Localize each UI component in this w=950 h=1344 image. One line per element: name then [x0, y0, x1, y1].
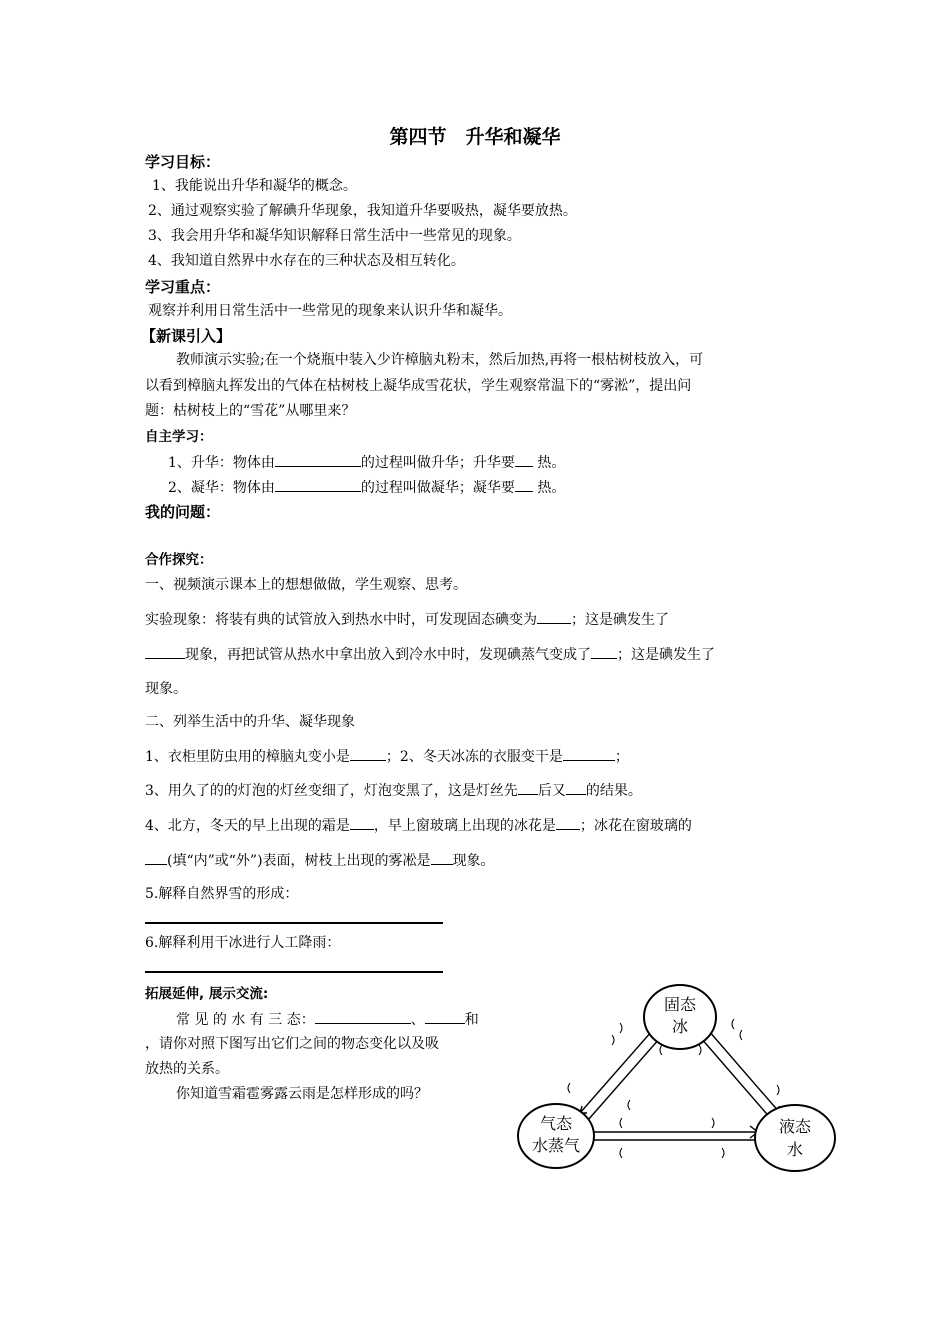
self-study-q1 — [168, 451, 565, 473]
cooperative-part1: 一、视频演示课本上的想想做做，学生观察、思考。 — [145, 577, 467, 593]
heat-mark — [740, 1030, 742, 1040]
state-label: 水 — [786, 1140, 804, 1159]
heat-mark — [732, 1019, 734, 1029]
key-points-heading: 学习重点： — [145, 278, 221, 296]
self-study-heading: 自主学习： — [145, 429, 213, 445]
experiment-line — [145, 608, 669, 630]
key-points-text: 观察并利用日常生活中一些常见的现象来认识升华和凝华。 — [148, 303, 512, 319]
water-states-diagram — [512, 975, 842, 1175]
answer-blank[interactable] — [556, 814, 580, 830]
q-text: 的结果。 — [585, 783, 642, 799]
heat-mark — [612, 1035, 614, 1045]
answer-blank[interactable] — [431, 849, 453, 865]
q-text: ；这是碘发生了 — [617, 647, 715, 663]
state-label: 液态 — [778, 1117, 812, 1136]
state-label: 气态 — [539, 1114, 573, 1133]
question-line — [145, 745, 629, 767]
extension-line: ，请你对照下图写出它们之间的物态变化以及吸 — [145, 1036, 439, 1052]
q-text: ；这是碘发生了 — [571, 612, 669, 628]
heat-mark — [660, 1045, 662, 1055]
q-text: 热。 — [537, 480, 566, 496]
connector-solid-gas — [588, 1030, 667, 1120]
heat-mark — [699, 1045, 701, 1055]
q-text: 热。 — [537, 455, 566, 471]
q-text: 、 — [410, 1012, 425, 1028]
answer-blank[interactable] — [315, 1008, 411, 1024]
objective-item: 3、我会用升华和凝华知识解释日常生活中一些常见的现象。 — [148, 228, 521, 244]
state-circle — [755, 1105, 835, 1171]
experiment-line — [145, 643, 715, 665]
connector-solid-liquid — [702, 1023, 780, 1113]
answer-blank[interactable] — [350, 745, 386, 761]
answer-blank[interactable] — [515, 451, 533, 467]
q-text: 实验现象：将装有典的试管放入到热水中时，可发现固态碘变为 — [145, 612, 537, 628]
heat-mark — [722, 1148, 724, 1158]
question-line — [145, 814, 692, 836]
intro-line: 教师演示实验;在一个烧瓶中装入少许樟脑丸粉末，然后加热,再将一根枯树枝放入，可 — [176, 352, 704, 368]
q-text: 后又 — [537, 783, 566, 799]
q-text: 1、升华：物体由 — [168, 455, 275, 471]
heat-mark — [777, 1085, 779, 1095]
heat-mark — [620, 1148, 622, 1158]
my-questions-heading: 我的问题： — [145, 503, 221, 521]
state-label: 固态 — [663, 995, 697, 1014]
question-line — [145, 779, 642, 801]
objective-item: 1、我能说出升华和凝华的概念。 — [152, 178, 357, 194]
q-text: 2、凝华：物体由 — [168, 480, 275, 496]
heat-mark — [620, 1118, 622, 1128]
answer-blank[interactable] — [518, 779, 538, 795]
answer-blank[interactable] — [275, 451, 361, 467]
q-text: 3、用久了的的灯泡的灯丝变细了，灯泡变黑了，这是灯丝先 — [145, 783, 518, 799]
experiment-line: 现象。 — [145, 681, 187, 697]
state-label: 水蒸气 — [531, 1136, 581, 1155]
objectives-heading: 学习目标： — [145, 153, 221, 171]
heat-mark — [628, 1100, 630, 1110]
answer-blank[interactable] — [515, 476, 533, 492]
page-title: 第四节 升华和凝华 — [389, 126, 561, 148]
question-line — [145, 849, 495, 871]
state-gas — [518, 1104, 594, 1168]
cooperative-heading: 合作探究： — [145, 552, 213, 568]
q-text: ； — [614, 749, 629, 765]
connector-solid-liquid — [694, 1030, 772, 1120]
question-5: 5.解释自然界雪的形成： — [145, 886, 299, 902]
answer-blank[interactable] — [591, 643, 617, 659]
answer-blank[interactable] — [563, 745, 615, 761]
answer-blank[interactable] — [537, 608, 571, 624]
heat-mark — [620, 1023, 622, 1033]
answer-line[interactable] — [145, 971, 443, 973]
state-solid — [644, 985, 716, 1049]
answer-blank[interactable] — [145, 643, 185, 659]
q-text: 和 — [464, 1012, 479, 1028]
heat-mark — [712, 1118, 714, 1128]
q-text: 的过程叫做凝华；凝华要 — [360, 480, 515, 496]
q-text: 4、北方，冬天的早上出现的霜是 — [145, 818, 350, 834]
extension-line: 你知道雪霜雹雾露云雨是怎样形成的吗？ — [176, 1086, 428, 1102]
q-text: (填“内”或“外”)表面，树枝上出现的雾凇是 — [167, 853, 431, 869]
self-study-q2 — [168, 476, 565, 498]
answer-line[interactable] — [145, 922, 443, 924]
answer-blank[interactable] — [145, 849, 167, 865]
q-text: 现象。 — [452, 853, 495, 869]
answer-blank[interactable] — [275, 476, 361, 492]
q-text: 1、衣柜里防虫用的樟脑丸变小是 — [145, 749, 350, 765]
cooperative-part2: 二、列举生活中的升华、凝华现象 — [145, 714, 355, 730]
q-text: 现象，再把试管从热水中拿出放入到冷水中时，发现碘蒸气变成了 — [185, 647, 591, 663]
extension-line — [176, 1008, 479, 1030]
answer-blank[interactable] — [425, 1008, 465, 1024]
answer-blank[interactable] — [566, 779, 586, 795]
intro-line: 以看到樟脑丸挥发出的气体在枯树枝上凝华成雪花状，学生观察常温下的“雾淞”，提出问 — [145, 378, 692, 394]
objective-item: 4、我知道自然界中水存在的三种状态及相互转化。 — [148, 253, 465, 269]
extension-heading: 拓展延伸, 展示交流: — [145, 986, 269, 1002]
connector-solid-gas — [580, 1023, 659, 1113]
q-text: 常 见 的 水 有 三 态： — [176, 1012, 315, 1028]
question-6: 6.解释利用干冰进行人工降雨： — [145, 935, 341, 951]
extension-line: 放热的关系。 — [145, 1061, 229, 1077]
q-text: 的过程叫做升华；升华要 — [360, 455, 515, 471]
q-text: ，早上窗玻璃上出现的冰花是 — [373, 818, 556, 834]
q-text: ；2、冬天冰冻的衣服变干是 — [385, 749, 563, 765]
answer-blank[interactable] — [350, 814, 374, 830]
intro-heading: 【新课引入】 — [141, 327, 232, 345]
objective-item: 2、通过观察实验了解碘升华现象，我知道升华要吸热，凝华要放热。 — [148, 203, 577, 219]
heat-mark — [568, 1083, 570, 1093]
state-label: 冰 — [671, 1017, 689, 1036]
state-liquid — [755, 1105, 835, 1171]
q-text: ；冰花在窗玻璃的 — [579, 818, 692, 834]
intro-line: 题：枯树枝上的“雪花”从哪里来？ — [145, 403, 356, 419]
